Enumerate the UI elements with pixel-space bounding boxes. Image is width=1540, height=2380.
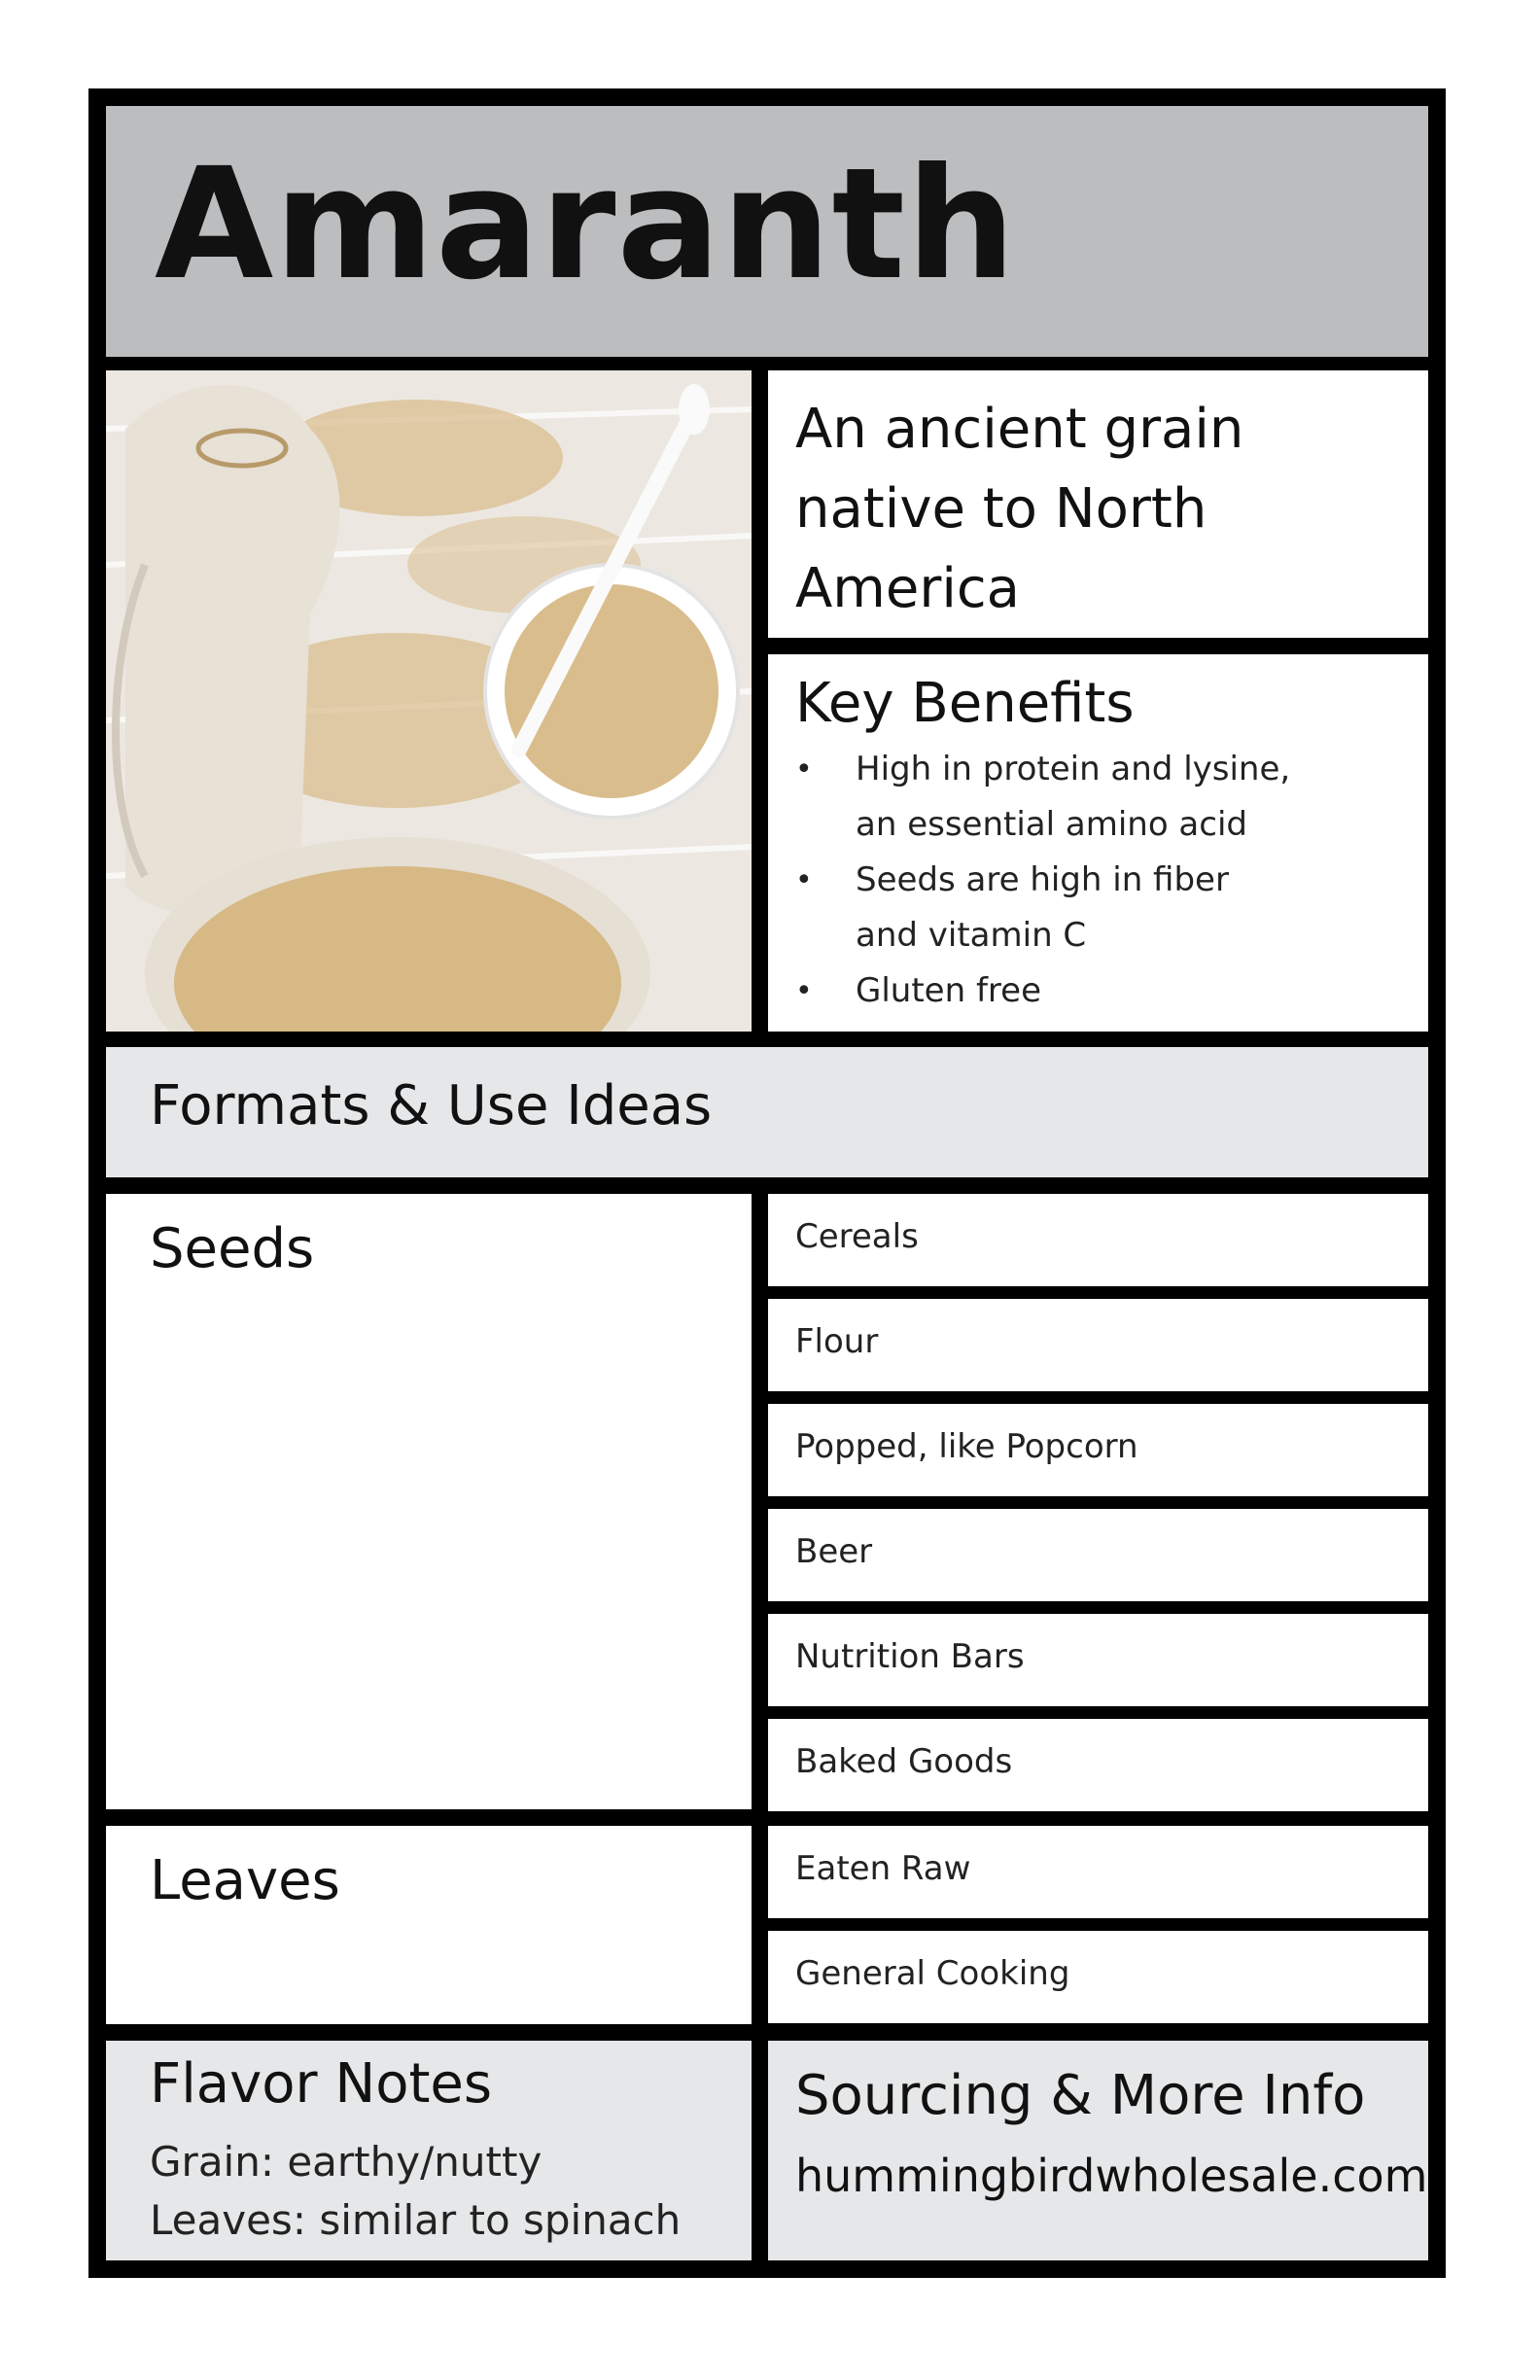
bullet-icon: •	[795, 974, 813, 1008]
use-item: General Cooking	[768, 1931, 1428, 2023]
use-item: Eaten Raw	[768, 1826, 1428, 1918]
formats-banner	[106, 1047, 1428, 1177]
use-item: Cereals	[768, 1194, 1428, 1286]
product-card	[88, 88, 1446, 2278]
tagline: An ancient grain native to North America	[795, 398, 1244, 620]
website-link[interactable]: hummingbirdwholesale.com	[795, 2150, 1428, 2202]
sourcing-heading: Sourcing & More Info	[795, 2064, 1366, 2127]
product-title: Amaranth	[155, 135, 1017, 314]
leaves-heading: Leaves	[150, 1849, 340, 1912]
flavor-notes-panel	[106, 2041, 752, 2260]
leaves-panel	[106, 1826, 752, 2024]
seeds-panel	[106, 1194, 752, 1809]
use-item: Nutrition Bars	[768, 1614, 1428, 1706]
bullet-icon: •	[795, 863, 813, 897]
flavor-notes-heading: Flavor Notes	[150, 2052, 493, 2116]
key-benefits-heading: Key Benefits	[795, 672, 1135, 735]
use-item: Baked Goods	[768, 1719, 1428, 1811]
amaranth-grain-photo-icon	[106, 370, 752, 1032]
use-item: Flour	[768, 1299, 1428, 1391]
title-banner	[106, 106, 1428, 357]
flavor-grain: Grain: earthy/nutty	[150, 2138, 542, 2186]
sourcing-panel	[768, 2041, 1428, 2260]
use-item: Beer	[768, 1509, 1428, 1601]
key-benefits-panel	[768, 654, 1428, 1032]
product-photo	[106, 370, 752, 1032]
seeds-heading: Seeds	[150, 1217, 315, 1280]
list-item: • Gluten free	[795, 963, 1301, 1019]
benefits-list	[795, 742, 1301, 1019]
bullet-icon: •	[795, 752, 813, 787]
flavor-leaves: Leaves: similar to spinach	[150, 2196, 682, 2244]
formats-heading: Formats & Use Ideas	[150, 1074, 713, 1138]
use-item: Popped, like Popcorn	[768, 1404, 1428, 1496]
tagline-panel	[768, 370, 1428, 638]
list-item: • High in protein and lysine, an essential amino acid	[795, 742, 1301, 853]
list-item: • Seeds are high in fiber and vitamin C	[795, 853, 1301, 963]
